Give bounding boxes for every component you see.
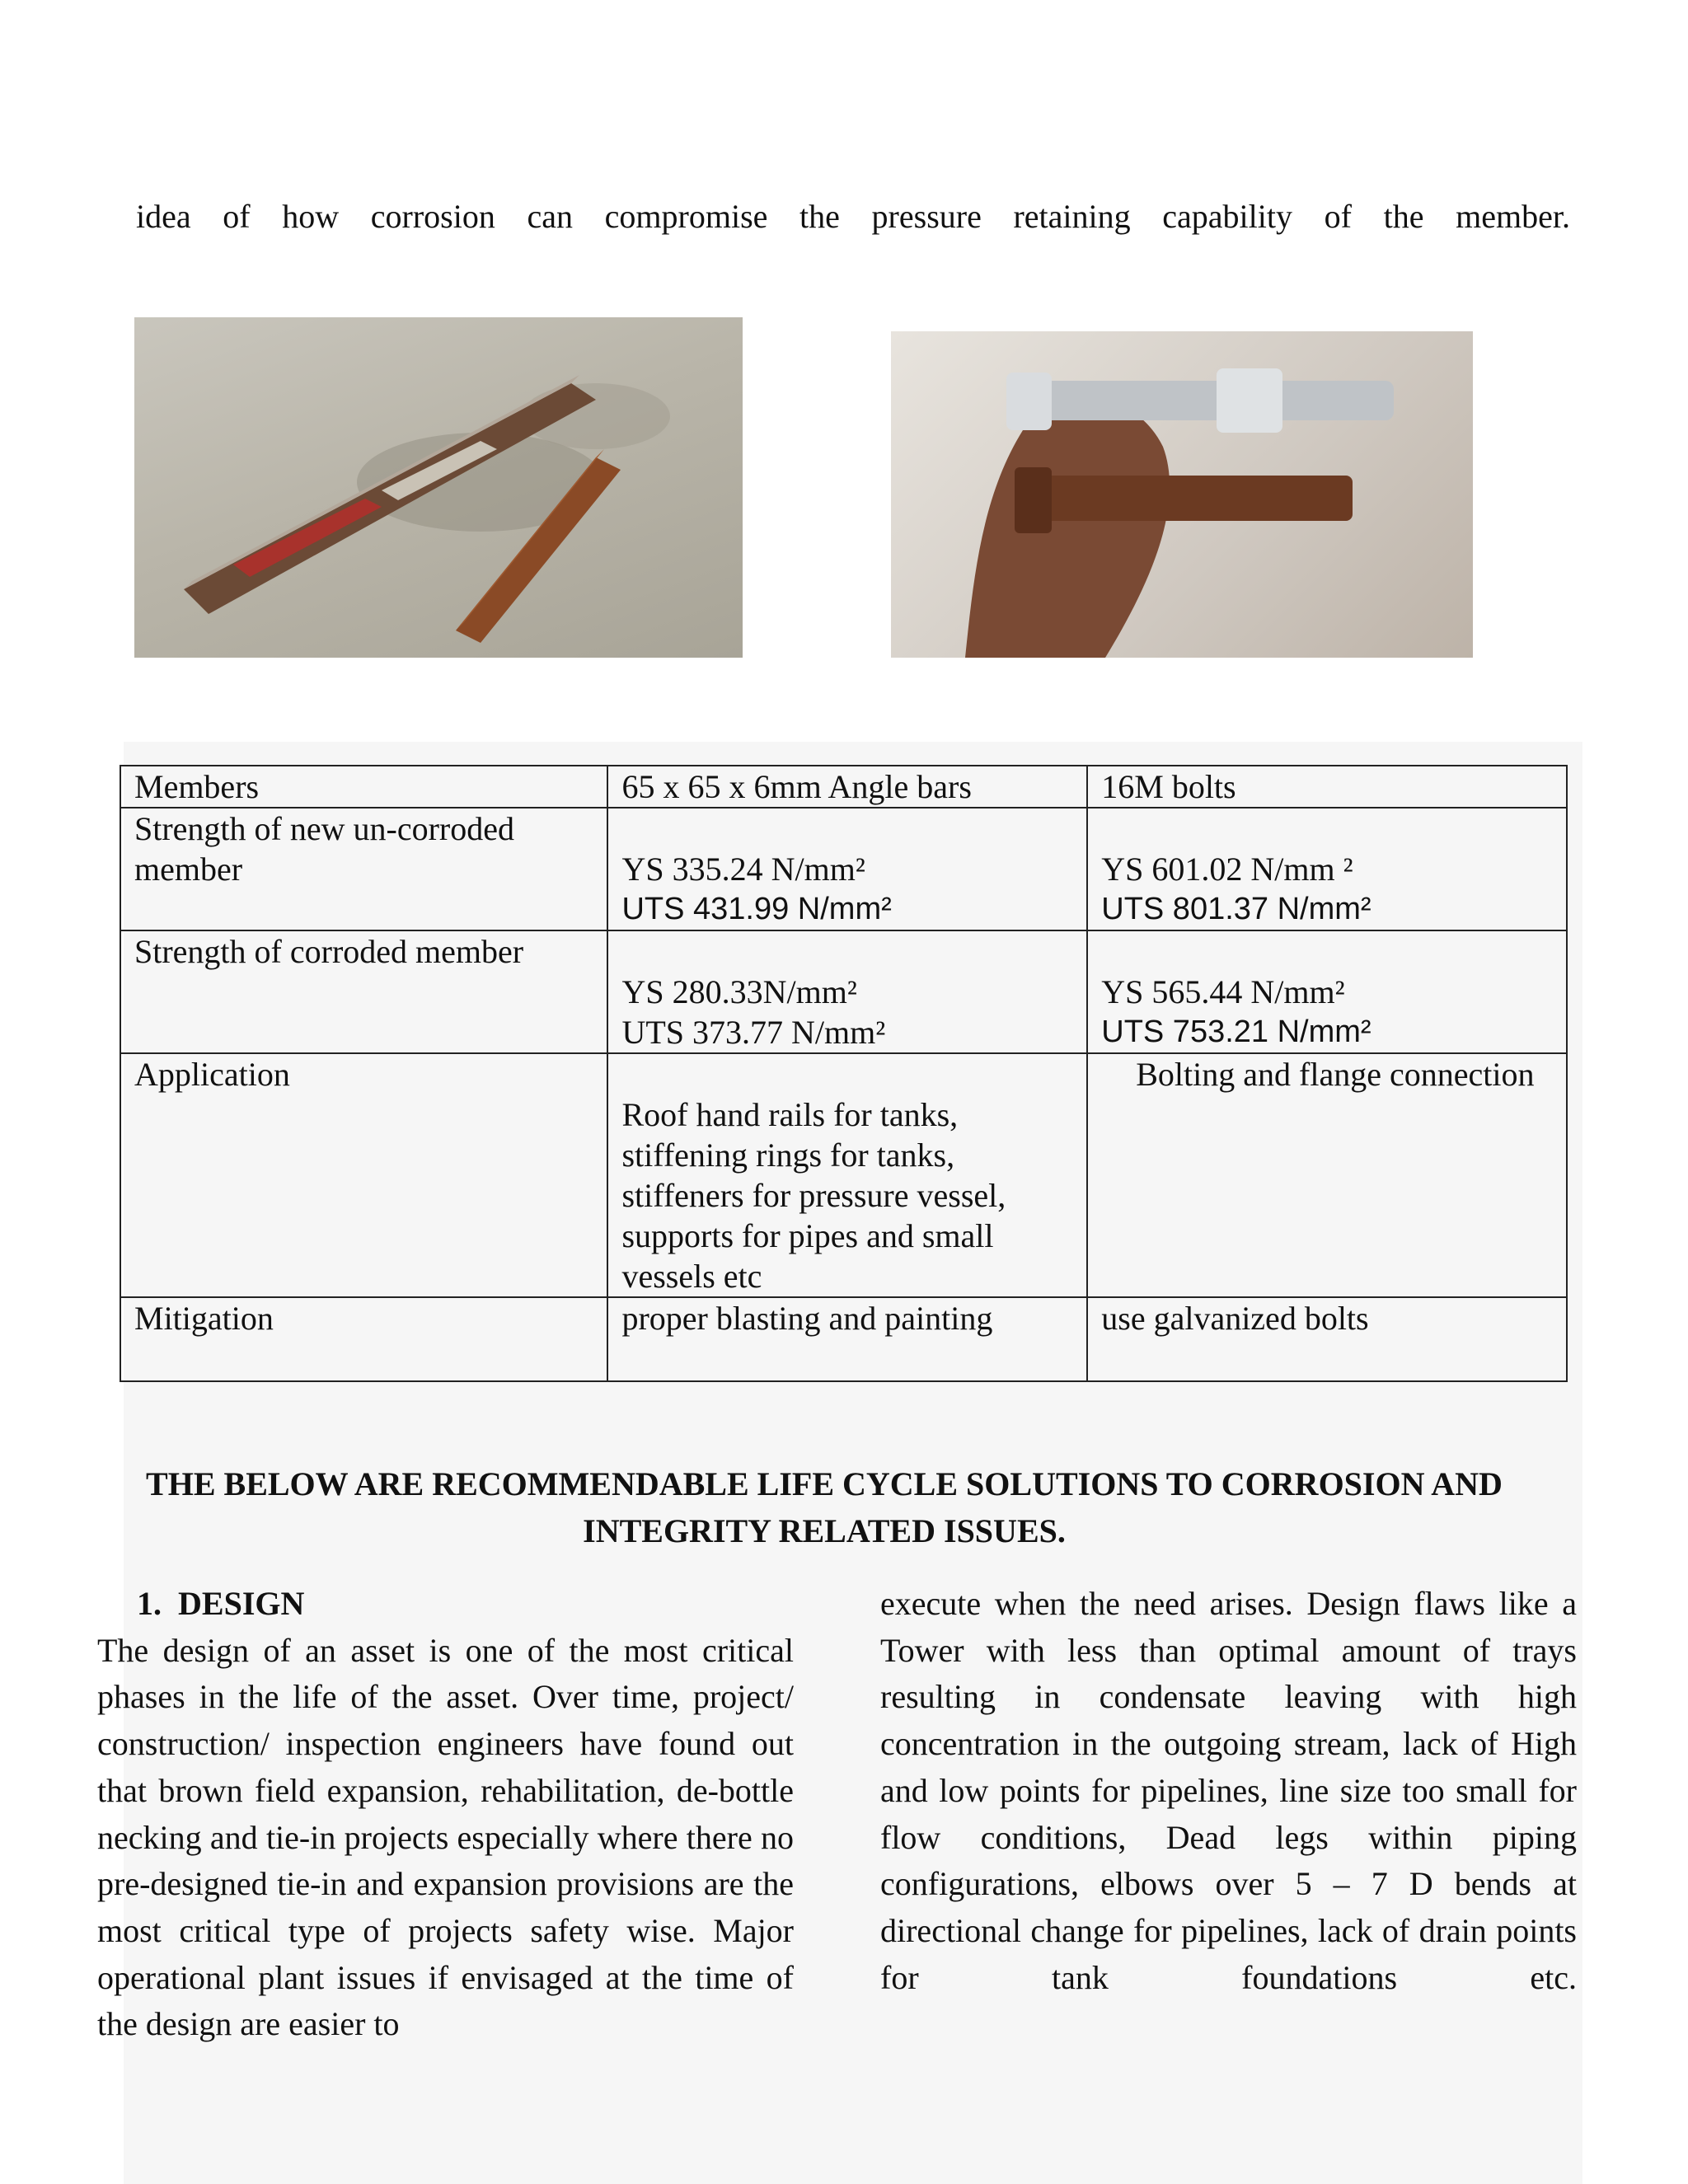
table-cell: use galvanized bolts bbox=[1087, 1297, 1567, 1381]
cell-line: UTS 801.37 N/mm² bbox=[1101, 892, 1372, 926]
row-label: Strength of corroded member bbox=[120, 930, 607, 1053]
table-row bbox=[120, 1053, 1567, 1297]
intro-paragraph: idea of how corrosion can compromise the pressure retaining capability of the member. bbox=[136, 198, 1570, 235]
cell-line: UTS 431.99 N/mm² bbox=[621, 892, 892, 926]
left-column-text: The design of an asset is one of the most critical phases in the life of the asset. Over time, project/ construction/ inspection engineers have found out that brown field expansion, rehabilitation, de-bottle necking and tie-in projects especially where there no pre-designed tie-in and expansion provisions are the most critical type of projects safety wise. Major operational plant issues if envisaged at the time of the design are easier to bbox=[97, 1631, 794, 2043]
section-title-text: DESIGN bbox=[178, 1585, 305, 1622]
left-column bbox=[97, 1581, 794, 2048]
table-cell bbox=[607, 1053, 1087, 1297]
cell-line: UTS 373.77 N/mm² bbox=[621, 1014, 886, 1051]
cell-line: Roof hand rails for tanks, stiffening rings for tanks, stiffeners for pressure vessel, supports for pipes and small vessels etc bbox=[621, 1096, 1006, 1295]
right-column: execute when the need arises. Design flaws like a Tower with less than optimal amount of trays resulting in condensate leaving with high concentration in the outgoing stream, lack of High and low points for pipelines, line size too small for flow conditions, Dead legs within piping configurations, elbows over 5 – 7 D bends at directional change for pipelines, lack of drain points for tank foundations etc. bbox=[880, 1585, 1577, 1996]
table-cell: proper blasting and painting bbox=[607, 1297, 1087, 1381]
row-label: Strength of new un-corroded member bbox=[120, 808, 607, 930]
cell-line: YS 280.33N/mm² bbox=[621, 973, 857, 1010]
corroded-bolt-photo bbox=[891, 331, 1473, 658]
strength-comparison-table bbox=[120, 765, 1568, 1382]
table-cell bbox=[607, 808, 1087, 930]
table-cell bbox=[1087, 930, 1567, 1053]
table-row bbox=[120, 930, 1567, 1053]
table-cell bbox=[1087, 808, 1567, 930]
table-cell: Bolting and flange connection bbox=[1087, 1053, 1567, 1297]
corroded-angle-bars-photo bbox=[134, 317, 743, 658]
section-title bbox=[97, 1581, 794, 1628]
cell-line: UTS 753.21 N/mm² bbox=[1101, 1015, 1372, 1049]
table-cell bbox=[607, 930, 1087, 1053]
table-row bbox=[120, 1297, 1567, 1381]
cell-line: YS 565.44 N/mm² bbox=[1101, 973, 1345, 1010]
table-header-cell: 65 x 65 x 6mm Angle bars bbox=[607, 766, 1087, 808]
row-label: Application bbox=[120, 1053, 607, 1297]
table-header-row bbox=[120, 766, 1567, 808]
section-number: 1. bbox=[137, 1585, 162, 1622]
table-header-cell: 16M bolts bbox=[1087, 766, 1567, 808]
table-header-cell: Members bbox=[120, 766, 607, 808]
section-heading: THE BELOW ARE RECOMMENDABLE LIFE CYCLE SOLUTIONS TO CORROSION AND INTEGRITY RELATED ISSUES. bbox=[146, 1465, 1503, 1549]
table-row bbox=[120, 808, 1567, 930]
cell-line: YS 335.24 N/mm² bbox=[621, 851, 865, 888]
row-label: Mitigation bbox=[120, 1297, 607, 1381]
cell-line: YS 601.02 N/mm ² bbox=[1101, 851, 1353, 888]
